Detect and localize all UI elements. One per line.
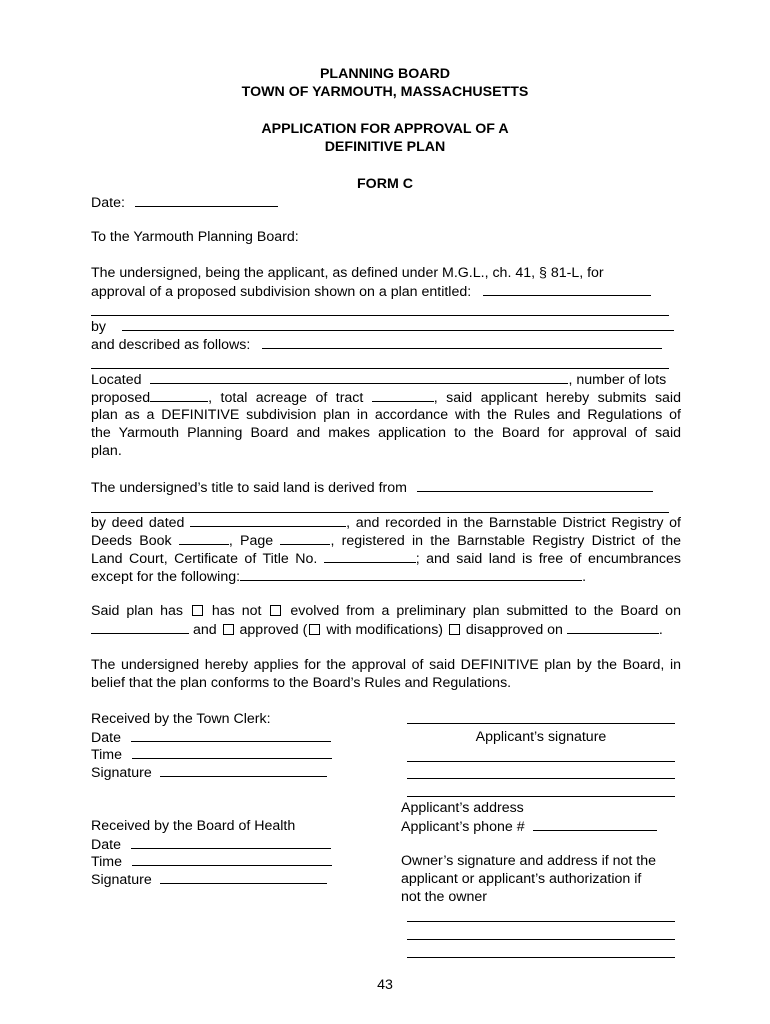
title-source-field[interactable] (417, 479, 653, 492)
board-health-signature-label: Signature (91, 872, 152, 888)
applicant-address-field-2[interactable] (407, 778, 675, 779)
board-name: PLANNING BOARD (319, 66, 451, 82)
plan-evolved-row (91, 603, 681, 620)
board-health-time-label: Time (91, 854, 123, 870)
described-row (91, 336, 681, 354)
town-clerk-date-row (91, 729, 331, 747)
has-not-label: has not (211, 603, 262, 619)
lots-label: , number of lots (568, 372, 667, 388)
located-label: Located (91, 372, 142, 388)
by-field[interactable] (122, 318, 674, 331)
preliminary-date-field[interactable] (91, 621, 189, 634)
p1-line7: the Yarmouth Planning Board and makes application to the Board for approval of said (91, 425, 681, 441)
deeds-book-row (91, 532, 681, 550)
applicant-phone-field[interactable] (533, 818, 657, 831)
board-health-date-label: Date (91, 837, 121, 853)
applicant-address-label: Applicant’s address (401, 800, 524, 816)
form-title-line1: APPLICATION FOR APPROVAL OF A (261, 121, 509, 137)
approved-checkbox[interactable] (223, 624, 234, 635)
has-checkbox[interactable] (192, 605, 203, 616)
encumbrances-field[interactable] (240, 568, 582, 581)
located-row (91, 371, 681, 389)
title-derived-row (91, 479, 681, 497)
land-court-row (91, 550, 681, 568)
applicant-signature-field[interactable] (407, 723, 675, 724)
board-health-date-row (91, 836, 331, 854)
board-health-date-field[interactable] (131, 836, 331, 849)
disapproved-label: disapproved on (465, 622, 563, 638)
location-field[interactable] (150, 371, 568, 384)
date-label: Date: (91, 195, 125, 211)
town-clerk-time-label: Time (91, 747, 123, 763)
except-row (91, 568, 681, 586)
proposed-label: proposed (91, 390, 151, 406)
board-health-time-row (91, 853, 332, 871)
deed-dated-label: by deed dated (91, 515, 185, 531)
owner-signature-field-1[interactable] (407, 921, 675, 922)
owner-note-line1: Owner’s signature and address if not the (401, 853, 657, 869)
town-clerk-date-field[interactable] (131, 729, 331, 742)
lots-field[interactable] (150, 389, 208, 402)
by-label: by (91, 319, 106, 335)
free-label: ; and said land is free of encumbrances (415, 551, 681, 567)
p1-line6: plan as a DEFINITIVE subdivision plan in accordance with the Rules and Regulations of (91, 407, 681, 423)
has-not-checkbox[interactable] (270, 605, 281, 616)
deeds-book-field[interactable] (179, 532, 229, 545)
p1-line8: plan. (91, 443, 122, 459)
p1-line2 (91, 283, 681, 301)
deed-date-field[interactable] (190, 514, 346, 527)
town-clerk-signature-field[interactable] (160, 764, 327, 777)
applicant-address-field-1[interactable] (407, 761, 675, 762)
deeds-book-label: Deeds Book (91, 533, 172, 549)
date-field[interactable] (135, 194, 278, 207)
applicant-signature-label: Applicant’s signature (475, 729, 607, 745)
land-court-label: Land Court, Certificate of Title No. (91, 551, 318, 567)
by-row (91, 318, 681, 336)
applicant-phone-label: Applicant’s phone # (401, 819, 525, 835)
approved-label: approved ( (239, 622, 308, 638)
date-row (91, 194, 278, 212)
plan-entitled-label: approval of a proposed subdivision shown on a plan entitled: (91, 284, 472, 300)
applicant-address-field-3[interactable] (407, 796, 675, 797)
title-derived-label: The undersigned’s title to said land is derived from (91, 480, 407, 496)
description-field[interactable] (262, 336, 662, 349)
recorded-label: , and recorded in the Barnstable District Registry of (346, 515, 681, 531)
page-number: 43 (377, 977, 393, 993)
form-title-line2: DEFINITIVE PLAN (324, 139, 446, 155)
acreage-label: , total acreage of tract (208, 390, 364, 406)
owner-signature-field-2[interactable] (407, 939, 675, 940)
title-source-field-2[interactable] (91, 512, 669, 513)
form-label: FORM C (357, 176, 413, 192)
town-name: TOWN OF YARMOUTH, MASSACHUSETTS (241, 84, 529, 100)
approval-period: . (658, 622, 663, 638)
certificate-field[interactable] (324, 550, 416, 563)
acreage-field[interactable] (372, 389, 434, 402)
evolved-label: evolved from a preliminary plan submitted to the Board on (290, 603, 681, 619)
p4-line1: The undersigned hereby applies for the approval of said DEFINITIVE plan by the Board, in (91, 657, 681, 673)
decision-date-field[interactable] (567, 621, 659, 634)
p4-line2: belief that the plan conforms to the Board’s Rules and Regulations. (91, 675, 512, 691)
town-clerk-signature-row (91, 764, 327, 782)
except-label: except for the following: (91, 569, 241, 585)
board-health-time-field[interactable] (132, 853, 332, 866)
plan-title-field-2[interactable] (91, 315, 669, 316)
with-modifications-label: with modifications) (326, 622, 444, 638)
deed-row (91, 514, 681, 532)
approval-row (91, 621, 681, 639)
applicant-phone-row (401, 818, 657, 836)
said-plan-has-label: Said plan has (91, 603, 183, 619)
town-clerk-time-row (91, 746, 332, 764)
owner-note-line2: applicant or applicant’s authorization if (401, 871, 642, 887)
with-modifications-checkbox[interactable] (309, 624, 320, 635)
plan-title-field[interactable] (483, 283, 651, 296)
town-clerk-heading: Received by the Town Clerk: (91, 711, 271, 727)
submits-label: , said applicant hereby submits said (433, 390, 681, 406)
town-clerk-date-label: Date (91, 730, 121, 746)
and-label: and (192, 622, 217, 638)
p1-line1: The undersigned, being the applicant, as defined under M.G.L., ch. 41, § 81-L, for (91, 265, 604, 281)
board-health-heading: Received by the Board of Health (91, 818, 296, 834)
board-health-signature-field[interactable] (160, 871, 327, 884)
salutation: To the Yarmouth Planning Board: (91, 229, 299, 245)
described-label: and described as follows: (91, 337, 251, 353)
registered-label: , registered in the Barnstable Registry District of the (330, 533, 681, 549)
description-field-2[interactable] (91, 368, 669, 369)
proposed-row (91, 389, 681, 407)
town-clerk-signature-label: Signature (91, 765, 152, 781)
town-clerk-time-field[interactable] (132, 746, 332, 759)
except-period: . (582, 569, 587, 585)
disapproved-checkbox[interactable] (449, 624, 460, 635)
owner-note-line3: not the owner (401, 889, 487, 905)
owner-signature-field-3[interactable] (407, 957, 675, 958)
page-field[interactable] (280, 532, 330, 545)
page-label: , Page (228, 533, 274, 549)
board-health-signature-row (91, 871, 327, 889)
